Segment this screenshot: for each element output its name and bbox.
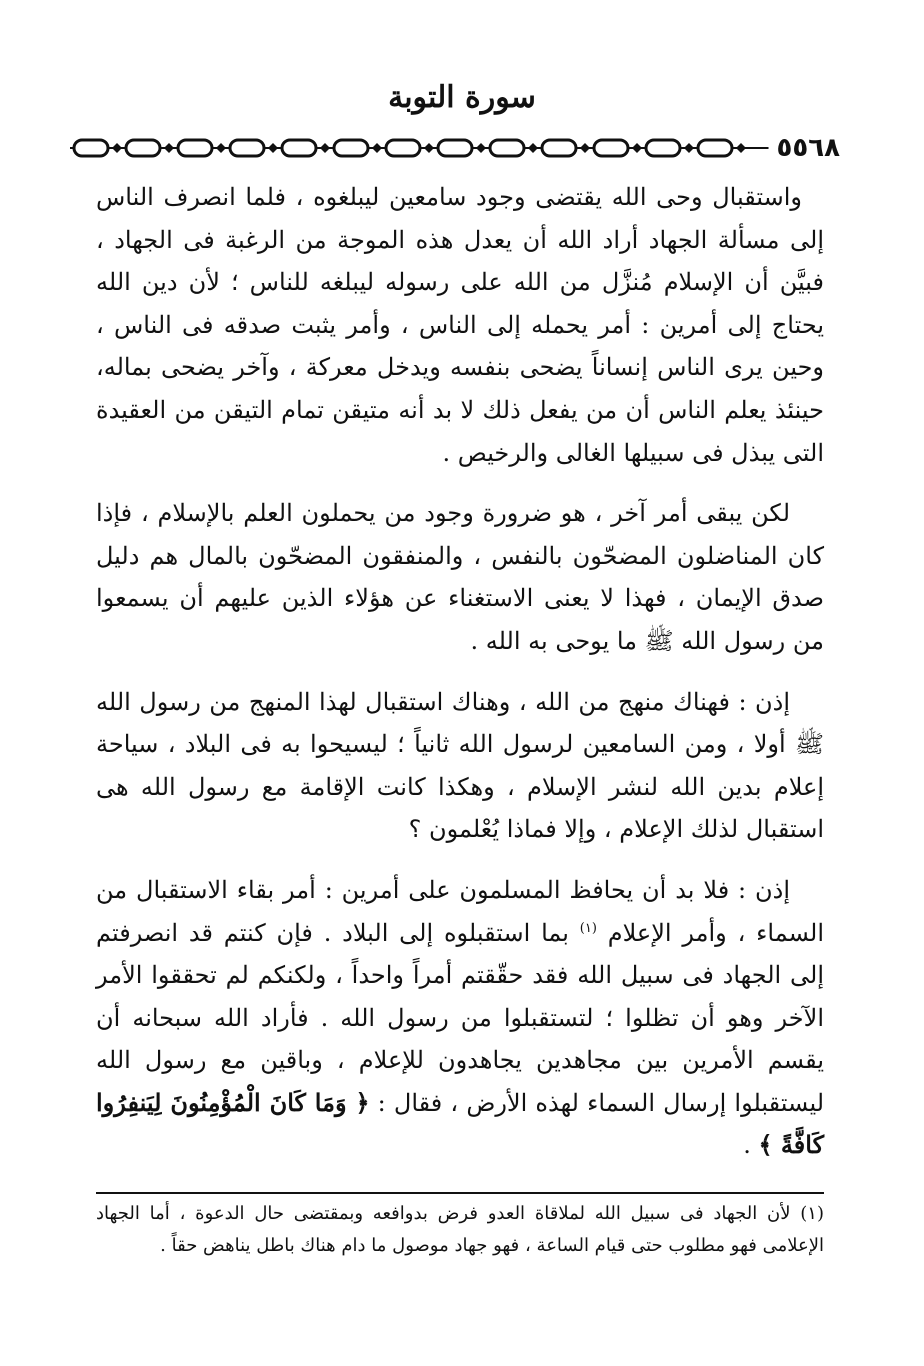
surah-title: سورة التوبة [388,80,536,115]
chain-link [490,140,524,156]
chain-diamond [684,143,694,153]
paragraph-2: لكن يبقى أمر آخر ، هو ضرورة وجود من يحملون العلم بالإسلام ، فإذا كان المناضلون المضحّون بالنفس ، والمنفقون المضحّون بالمال هم دليل صدق الإيمان ، فهذا لا يعنى الاستغناء عن هؤلاء الذين عليهم أن يسمعوا من رسول الله ﷺ ما يوحى به الله . [96,499,824,655]
chain-diamond [372,143,382,153]
header-divider [70,132,840,164]
footnote-separator [96,1192,824,1194]
chain-diamond [216,143,226,153]
chain-link [282,140,316,156]
chain-diamond [476,143,486,153]
chain-link [646,140,680,156]
paragraph-1: واستقبال وحى الله يقتضى وجود سامعين ليبلغوه ، فلما انصرف الناس إلى مسألة الجهاد أراد الله أن يعدل هذه الموجة من الرغبة فى الجهاد ، فبيَّن أن الإسلام مُنزَّل من الله على رسوله ليبلغه للناس ؛ لأن دين الله يحتاج إلى أمرين : أمر يحمله إلى الناس ، وأمر يثبت صدقه فى الناس ، وحين يرى الناس إنساناً يضحى بنفسه ويدخل معركة ، وآخر يضحى بماله، حينئذ يعلم الناس أن من يفعل ذلك لا بد أنه متيقن تمام التيقن من العقيدة التى يبذل فى سبيلها الغالى والرخيص . [96,183,825,467]
paragraph-4-end: . [743,1131,751,1160]
chain-link [542,140,576,156]
footnote-reference[interactable]: (١) [579,920,597,936]
paragraph-4 [96,869,824,1167]
chain-diamond [424,143,434,153]
chain-diamond [580,143,590,153]
chain-diamond [268,143,278,153]
ornamental-chain-divider [70,134,769,162]
chain-link [178,140,212,156]
paragraph-3: إذن : فهناك منهج من الله ، وهناك استقبال لهذا المنهج من رسول الله ﷺ أولا ، ومن السامعين لرسول الله ثانياً ؛ ليسيحوا به فى البلاد ، سياحة إعلام بدين الله لنشر الإسلام ، وهكذا كانت الإقامة مع رسول الله هى استقبال لذلك الإعلام ، وإلا فماذا يُعْلمون ؟ [96,687,824,844]
chain-link [386,140,420,156]
main-text [96,176,824,1185]
chain-diamond [528,143,538,153]
chain-link [334,140,368,156]
chain-link [230,140,264,156]
chain-diamond [736,143,746,153]
chain-link [126,140,160,156]
paragraph-4-text-a: إذن : فلا بد أن يحافظ المسلمون على أمرين : أمر بقاء الاستقبال من السماء ، وأمر الإعلام [96,875,824,947]
chain-link [698,140,732,156]
chain-diamond [632,143,642,153]
chain-diamond [164,143,174,153]
paragraph-4-text-b: بما استقبلوه إلى البلاد . فإن كنتم قد انصرفتم إلى الجهاد فى سبيل الله فقد حقّقتم أمراً واحداً ، ولكنكم لم تحققوا الأمر الآخر وهو أن تظلوا ؛ لتستقبلوا من رسول الله . فأراد الله سبحانه أن يقسم الأمرين بين مجاهدين يجاهدون للإعلام ، وباقين مع رسول الله ليستقبلوا إرسال السماء لهذه الأرض ، فقال : [96,918,825,1117]
chain-diamond [112,143,122,153]
chain-diamond [320,143,330,153]
quran-verse: ﴿ وَمَا كَانَ الْمُؤْمِنُونَ لِيَنفِرُوا كَافَّةً ﴾ [96,1087,824,1160]
page-number: ٥٥٦٨ [776,133,840,163]
chain-link [594,140,628,156]
footnote-text: (١) لأن الجهاد فى سبيل الله لملاقاة العدو فرض بدوافعه وبمقتضى حال الدعوة ، أما الجهاد الإعلامى فهو مطلوب حتى قيام الساعة ، فهو جهاد موصول ما دام هناك باطل يناهض حقاً . [96,1203,824,1256]
chain-link [438,140,472,156]
chain-link [74,140,108,156]
